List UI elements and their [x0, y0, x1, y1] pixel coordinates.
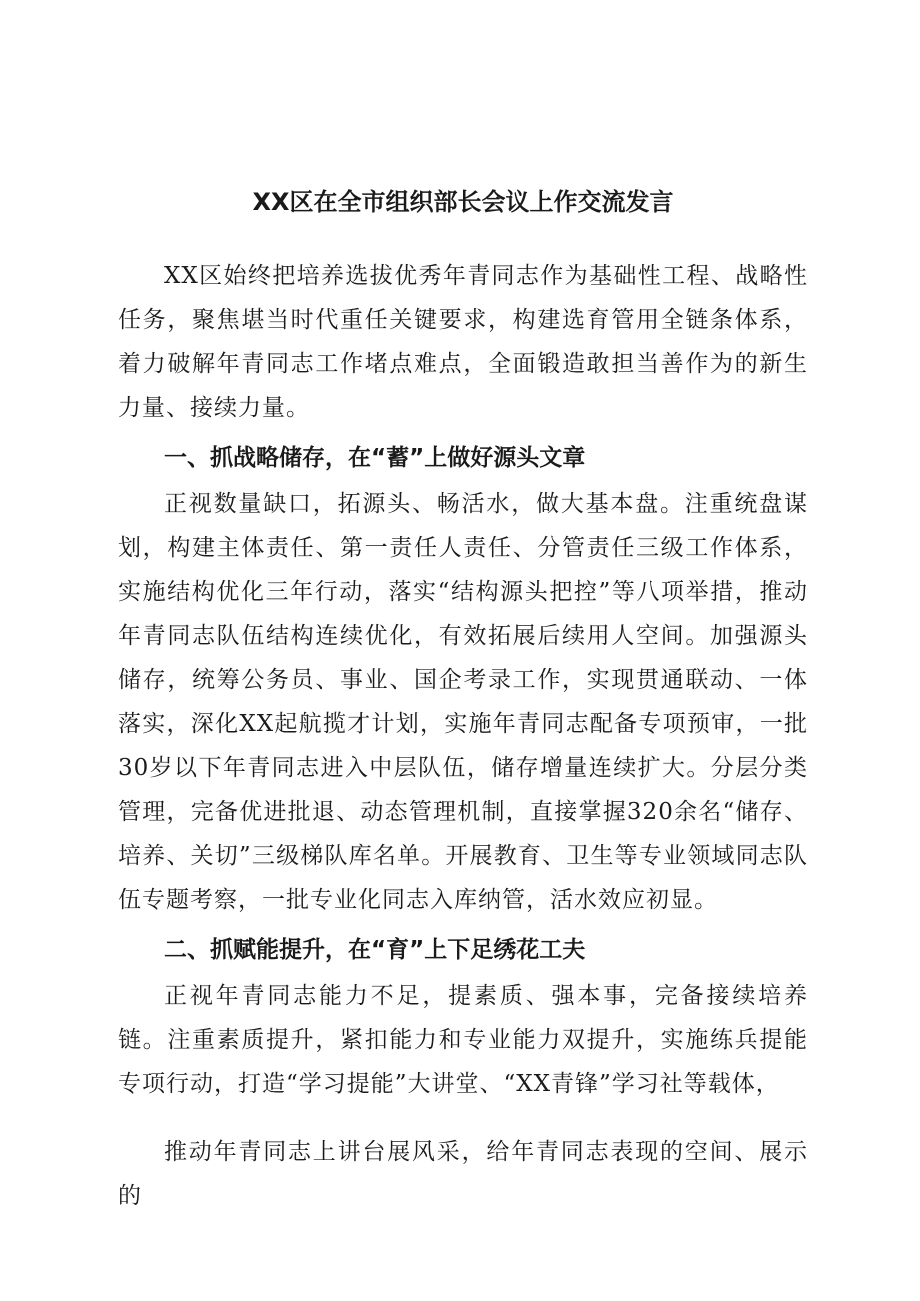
section-body-2: 正视年青同志能力不足，提素质、强本事，完备接续培养链。注重素质提升，紧扣能力和专业能力双提升，实施练兵提能专项行动，打造“学习提能”大讲堂、“XX青锋”学习社等载体， — [118, 983, 808, 1097]
paragraph-gap — [118, 1106, 808, 1130]
section-heading-2: 二、抓赋能提升，在“育”上下足绣花工夫 — [164, 937, 586, 963]
section-body-1: 正视数量缺口，拓源头、畅活水，做大基本盘。注重统盘谋划，构建主体责任、第一责任人责任、分管责任三级工作体系，实施结构优化三年行动，落实“结构源头把控”等八项举措，推动年青同志队伍结构连续优化，有效拓展后续用人空间。加强源头储存，统筹公务员、事业、国企考录工作，实现贯通联动、一体落实，深化XX起航揽才计划，实施年青同志配备专项预审，一批30岁以下年青同志进入中层队伍，储存增量连续扩大。分层分类管理，完备优进批退、动态管理机制，直接掌握320余名“储存、培养、关切”三级梯队库名单。开展教育、卫生等专业领域同志队伍专题考察，一批专业化同志入库纳管，活水效应初显。 — [118, 491, 808, 913]
document-body — [118, 180, 808, 1218]
intro-paragraph: XX区始终把培养选拔优秀年青同志作为基础性工程、战略性任务，聚焦堪当时代重任关键要求，构建选育管用全链条体系，着力破解年青同志工作堵点难点，全面锻造敢担当善作为的新生力量、接续力量。 — [118, 263, 808, 421]
section-heading-1: 一、抓战略储存，在“蓄”上做好源头文章 — [164, 445, 586, 471]
continuation-paragraph: 推动年青同志上讲台展风采，给年青同志表现的空间、展示的 — [118, 1139, 808, 1209]
document-title: XX区在全市组织部长会议上作交流发言 — [252, 188, 674, 216]
